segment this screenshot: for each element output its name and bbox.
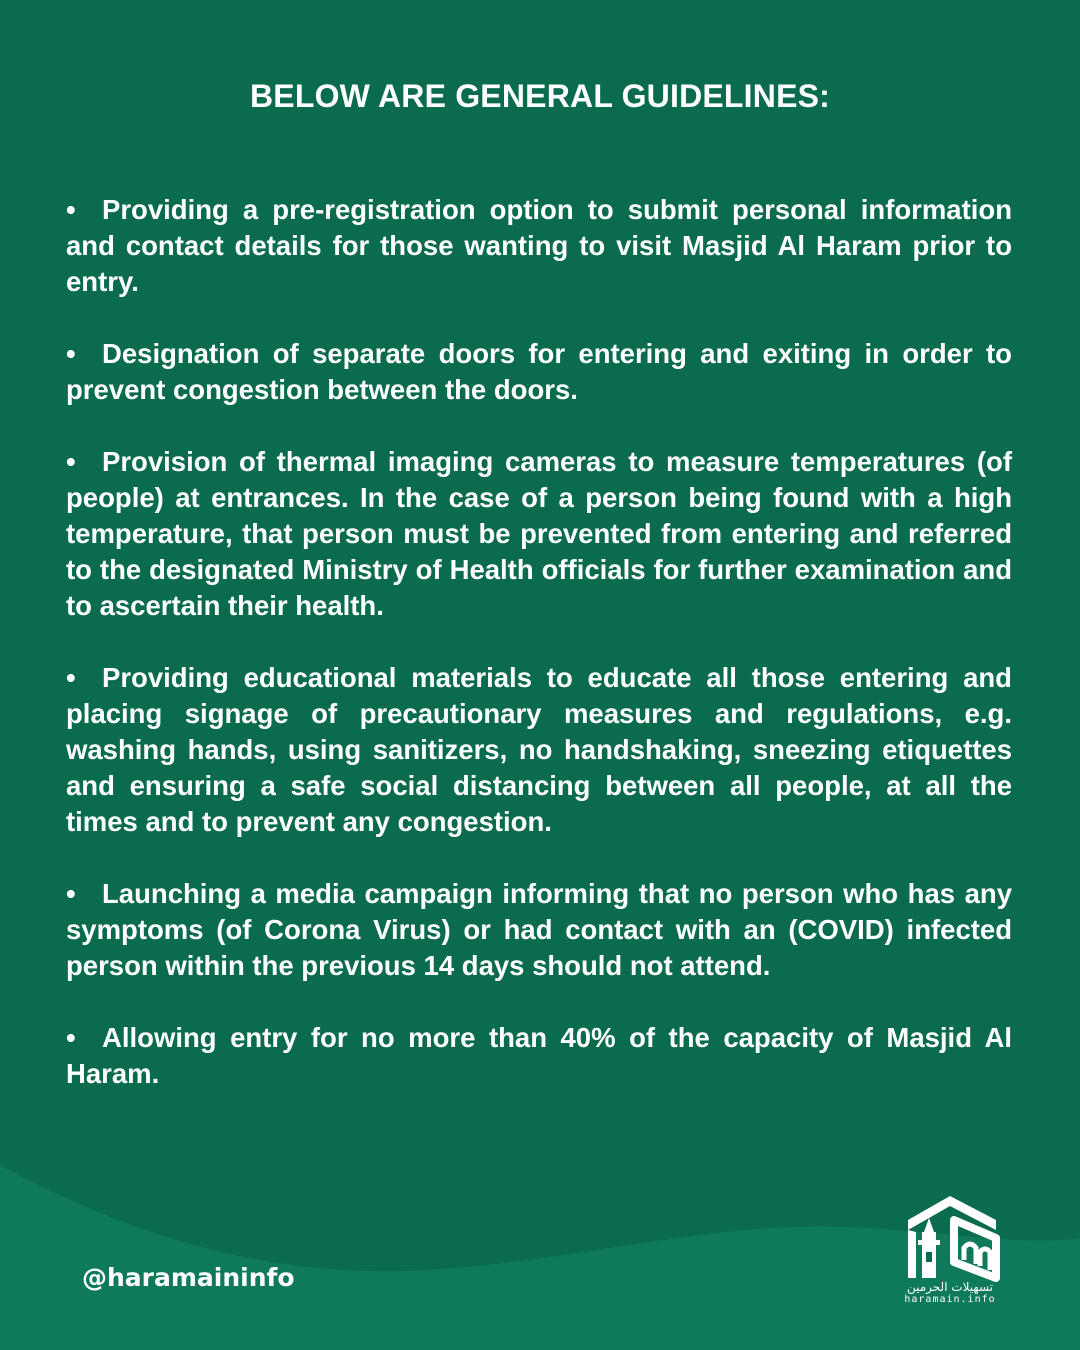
bullet-icon: • (66, 194, 76, 225)
guideline-text: Launching a media campaign informing that no person who has any symptoms (of Corona Virus) or had contact with an (COVID) infected person within the previous 14 days should not attend. (66, 878, 1012, 981)
list-item (66, 444, 1012, 624)
kaaba-minaret-icon (898, 1190, 1002, 1282)
social-handle[interactable]: @haramaininfo (82, 1263, 295, 1292)
list-item (66, 876, 1012, 984)
bullet-icon: • (66, 662, 76, 693)
guideline-text: Providing a pre-registration option to submit personal information and contact details for those wanting to visit Masjid Al Haram prior to entry. (66, 194, 1012, 297)
list-item (66, 660, 1012, 840)
bullet-icon: • (66, 878, 76, 909)
haramain-logo (898, 1190, 1008, 1305)
guideline-text: Allowing entry for no more than 40% of the capacity of Masjid Al Haram. (66, 1022, 1012, 1089)
list-item (66, 1020, 1012, 1092)
list-item (66, 336, 1012, 408)
bullet-icon: • (66, 338, 76, 369)
logo-url: haramain.info (904, 1294, 996, 1305)
list-item (66, 192, 1012, 300)
bullet-icon: • (66, 1022, 76, 1053)
guideline-text: Designation of separate doors for entering and exiting in order to prevent congestion between the doors. (66, 338, 1012, 405)
guideline-text: Provision of thermal imaging cameras to measure temperatures (of people) at entrances. In the case of a person being found with a high temperature, that person must be prevented from entering and referred to the designated Ministry of Health officials for further examination and to ascertain their health. (66, 446, 1012, 621)
guideline-text: Providing educational materials to educate all those entering and placing signage of precautionary measures and regulations, e.g. washing hands, using sanitizers, no handshaking, sneezing etiquettes and ensuring a safe social distancing between all people, at all the times and to prevent any congestion. (66, 662, 1012, 837)
logo-arabic-text: تسهيلات الحرمين (906, 1280, 993, 1294)
page-title: BELOW ARE GENERAL GUIDELINES: (249, 78, 831, 114)
bullet-icon: • (66, 446, 76, 477)
guidelines-list (66, 192, 1012, 1128)
